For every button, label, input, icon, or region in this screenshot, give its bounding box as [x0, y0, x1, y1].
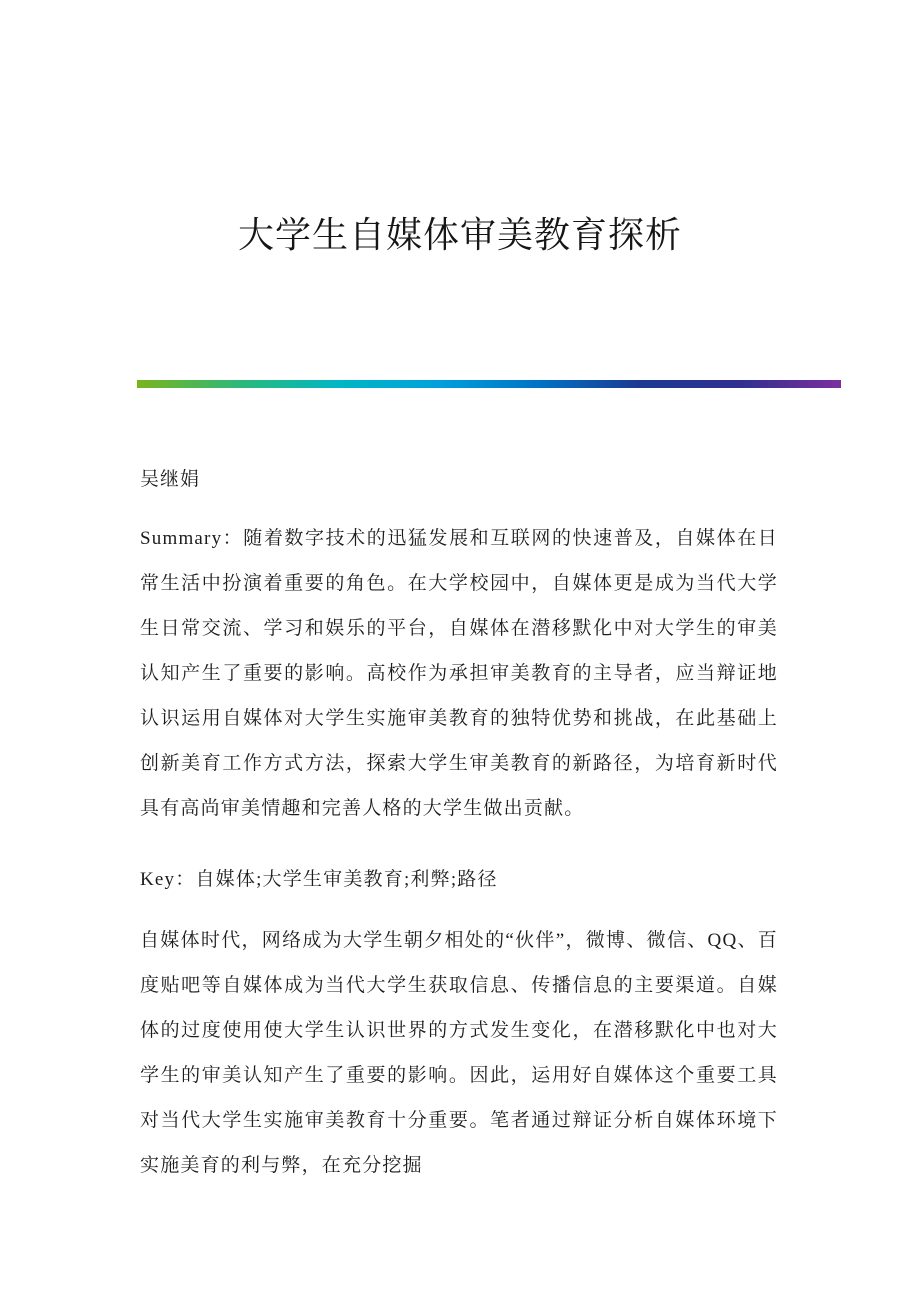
keywords-text: 自媒体;大学生审美教育;利弊;路径: [195, 869, 498, 890]
author-name: 吴继娟: [140, 469, 201, 490]
keywords-line: [140, 857, 778, 902]
page-title: 大学生自媒体审美教育探析: [237, 215, 682, 255]
summary-paragraph: [140, 516, 778, 831]
keywords-label: Key：: [140, 869, 196, 890]
body-paragraph: 自媒体时代，网络成为大学生朝夕相处的“伙伴”，微博、微信、QQ、百度贴吧等自媒体成为当代大学生获取信息、传播信息的主要渠道。自媒体的过度使用使大学生认识世界的方式发生变化，在潜移默化中也对大学生的审美认知产生了重要的影响。因此，运用好自媒体这个重要工具对当代大学生实施审美教育十分重要。笔者通过辩证分析自媒体环境下实施美育的利与弊，在充分挖掘: [140, 930, 778, 1176]
summary-label: Summary：: [140, 528, 244, 549]
gradient-divider: [137, 380, 841, 388]
summary-text: 随着数字技术的迅猛发展和互联网的快速普及，自媒体在日常生活中扮演着重要的角色。在大学校园中，自媒体更是成为当代大学生日常交流、学习和娱乐的平台，自媒体在潜移默化中对大学生的审美认知产生了重要的影响。高校作为承担审美教育的主导者，应当辩证地认识运用自媒体对大学生实施审美教育的独特优势和挑战，在此基础上创新美育工作方式方法，探索大学生审美教育的新路径，为培育新时代具有高尚审美情趣和完善人格的大学生做出贡献。: [140, 528, 778, 819]
